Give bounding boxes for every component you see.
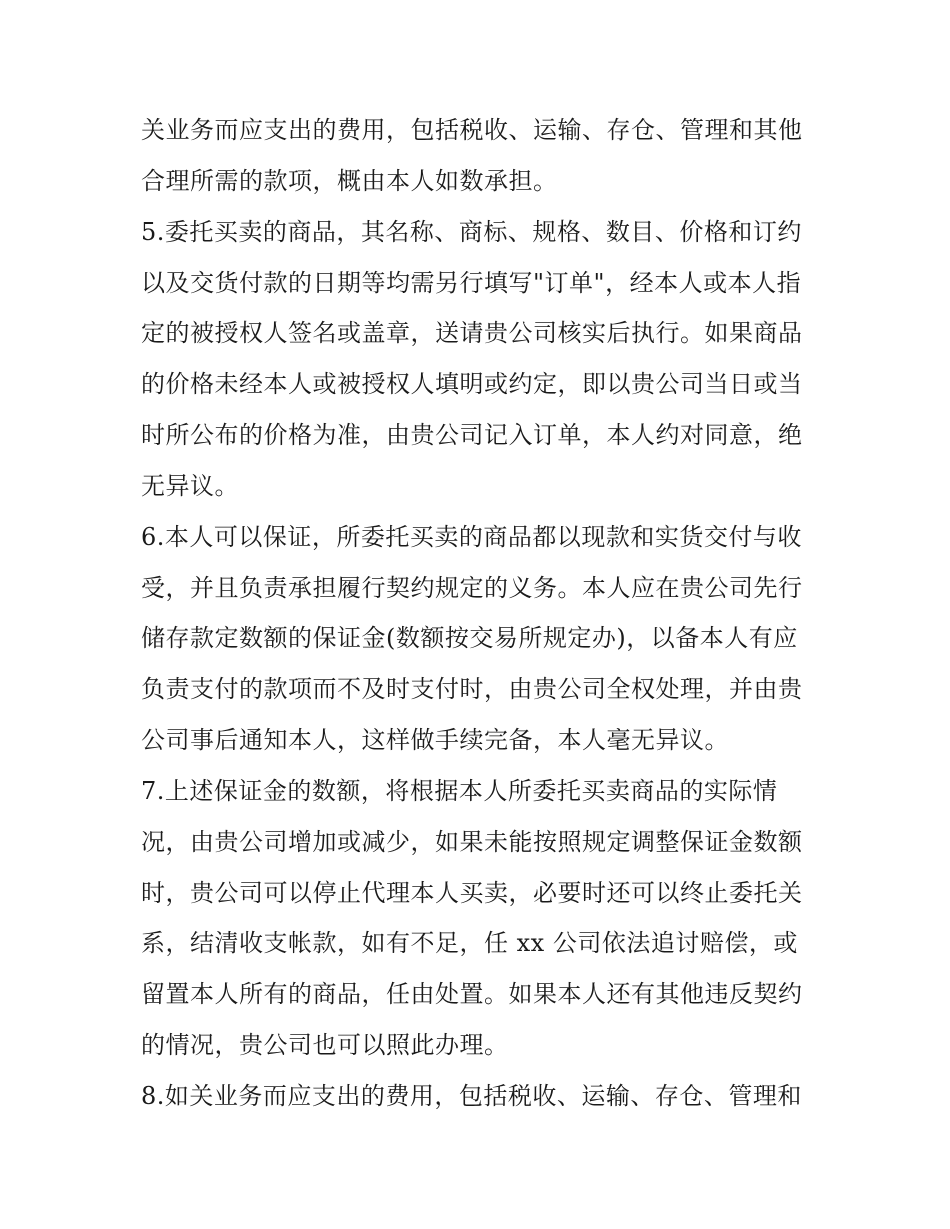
text-line: 负责支付的款项而不及时支付时，由贵公司全权处理，并由贵 bbox=[141, 675, 803, 703]
text-line: 5.委托买卖的商品，其名称、商标、规格、数目、价格和订约 bbox=[141, 218, 802, 246]
text-line: 定的被授权人签名或盖章，送请贵公司核实后执行。如果商品 bbox=[141, 319, 803, 347]
text-line: 公司事后通知本人，这样做手续完备，本人毫无异议。 bbox=[141, 726, 729, 754]
text-line: 8.如关业务而应支出的费用，包括税收、运输、存仓、管理和 bbox=[141, 1082, 802, 1110]
text-line: 时所公布的价格为准，由贵公司记入订单，本人约对同意，绝 bbox=[141, 421, 803, 449]
text-line: 7.上述保证金的数额，将根据本人所委托买卖商品的实际情 bbox=[141, 777, 778, 805]
text-line: 况，由贵公司增加或减少，如果未能按照规定调整保证金数额 bbox=[141, 828, 803, 856]
text-line: 合理所需的款项，概由本人如数承担。 bbox=[141, 167, 558, 195]
text-line: 受，并且负责承担履行契约规定的义务。本人应在贵公司先行 bbox=[141, 574, 803, 602]
text-line: 系，结清收支帐款，如有不足，任 xx 公司依法追讨赔偿，或 bbox=[141, 929, 798, 957]
text-line: 以及交货付款的日期等均需另行填写"订单"，经本人或本人指 bbox=[141, 269, 802, 297]
text-line: 留置本人所有的商品，任由处置。如果本人还有其他违反契约 bbox=[141, 980, 803, 1008]
text-line: 时，贵公司可以停止代理本人买卖，必要时还可以终止委托关 bbox=[141, 879, 803, 907]
text-line: 无异议。 bbox=[141, 472, 239, 500]
text-line: 6.本人可以保证，所委托买卖的商品都以现款和实货交付与收 bbox=[141, 523, 802, 551]
text-line: 关业务而应支出的费用，包括税收、运输、存仓、管理和其他 bbox=[141, 116, 803, 144]
text-line: 的情况，贵公司也可以照此办理。 bbox=[141, 1031, 509, 1059]
text-line: 的价格未经本人或被授权人填明或约定，即以贵公司当日或当 bbox=[141, 370, 803, 398]
text-line: 储存款定数额的保证金(数额按交易所规定办)，以备本人有应 bbox=[141, 624, 798, 652]
